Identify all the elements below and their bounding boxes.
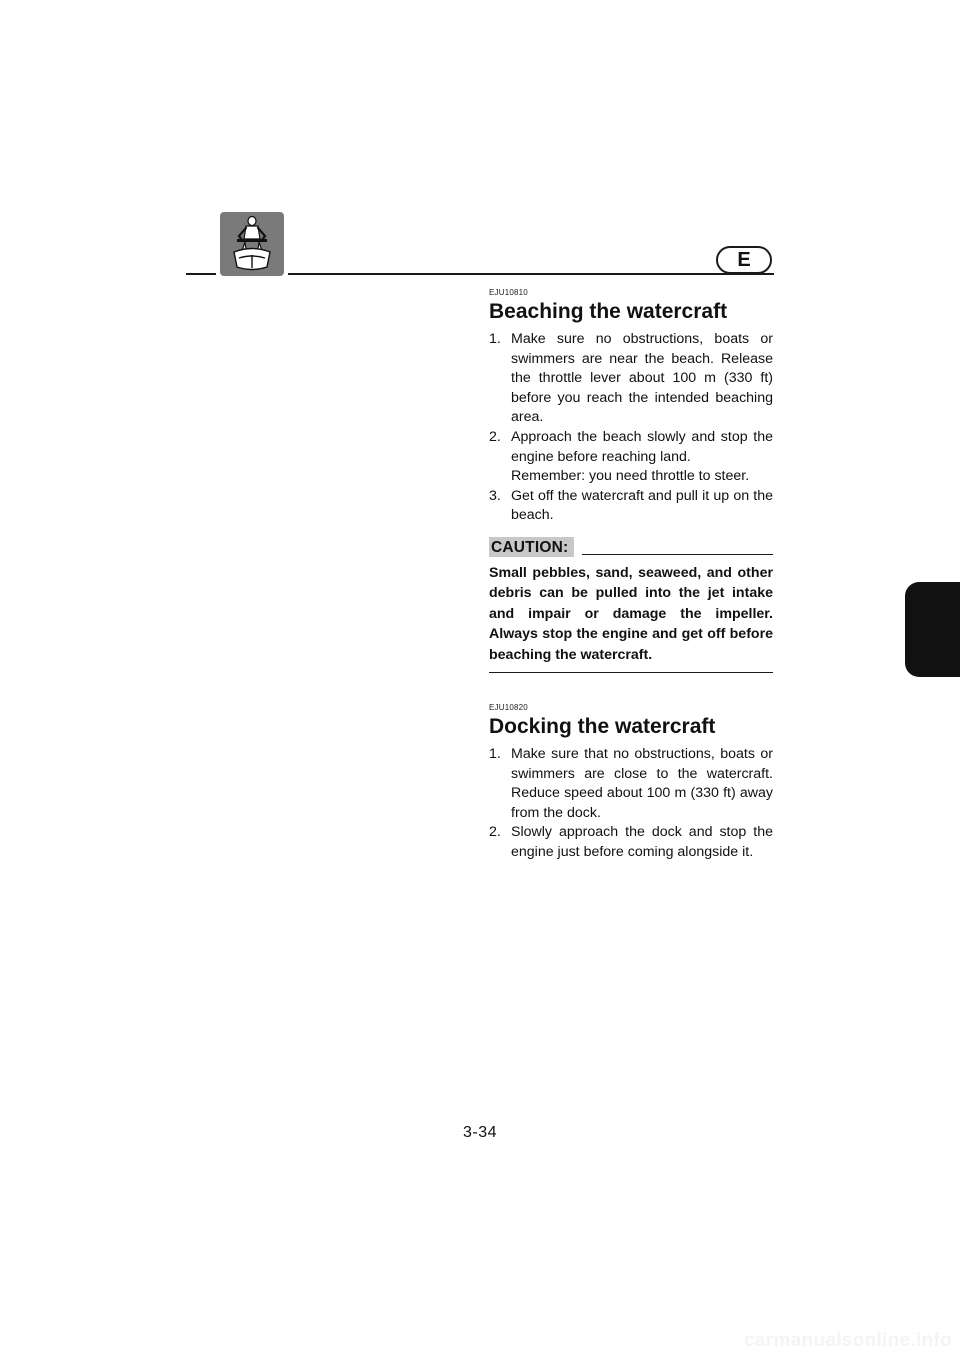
page-number: 3-34 [462,1124,498,1141]
step-number: 2. [489,824,501,841]
list-item [489,745,773,823]
step-note: Remember: you need throttle to steer. [511,468,750,485]
beaching-steps [489,330,773,526]
list-item [489,823,773,862]
step-text: Slowly approach the dock and stop the engine just before coming alongside it. [511,824,773,860]
step-number: 3. [489,487,501,504]
step-text: Get off the watercraft and pull it up on the beach. [511,487,773,524]
step-number: 2. [489,428,501,445]
caution-rule [582,554,773,555]
chapter-side-tab [905,582,960,677]
caution-header [489,535,773,557]
step-text [511,428,773,487]
list-item [489,487,773,526]
section-heading-beaching: Beaching the watercraft [489,300,728,323]
section-code: EJU10820 [489,702,528,712]
step-text: Make sure that no obstructions, boats or swimmers are close to the watercraft. Reduce speed about 100 m (330 ft) away from the dock. [511,745,773,821]
watercraft-rider-icon [220,212,284,276]
docking-steps [489,745,773,863]
section-code: EJU10810 [489,288,528,297]
step-number: 1. [489,331,501,347]
caution-label: CAUTION: [489,537,574,557]
caution-box [489,535,773,673]
docking-section [489,703,773,863]
watermark: carmanualsonline.info [744,1330,952,1351]
header-rule-right [288,273,774,275]
step-number: 1. [489,745,501,762]
page-content [489,288,773,863]
list-item [489,428,773,487]
step-text: Make sure no obstructions, boats or swimmers are near the beach. Release the throttle lever about 100 m (330 ft) before you reach the intended beaching area. [511,331,773,426]
language-badge: E [716,246,772,274]
header-rule-left [186,273,216,275]
step-text-main: Approach the beach slowly and stop the engine before reaching land. [511,428,773,465]
list-item [489,330,773,428]
caution-text: Small pebbles, sand, seaweed, and other debris can be pulled into the jet intake and impair or damage the impeller. Always stop the engine and get off before beaching the watercraft. [489,563,773,673]
section-heading-docking: Docking the watercraft [489,714,716,738]
